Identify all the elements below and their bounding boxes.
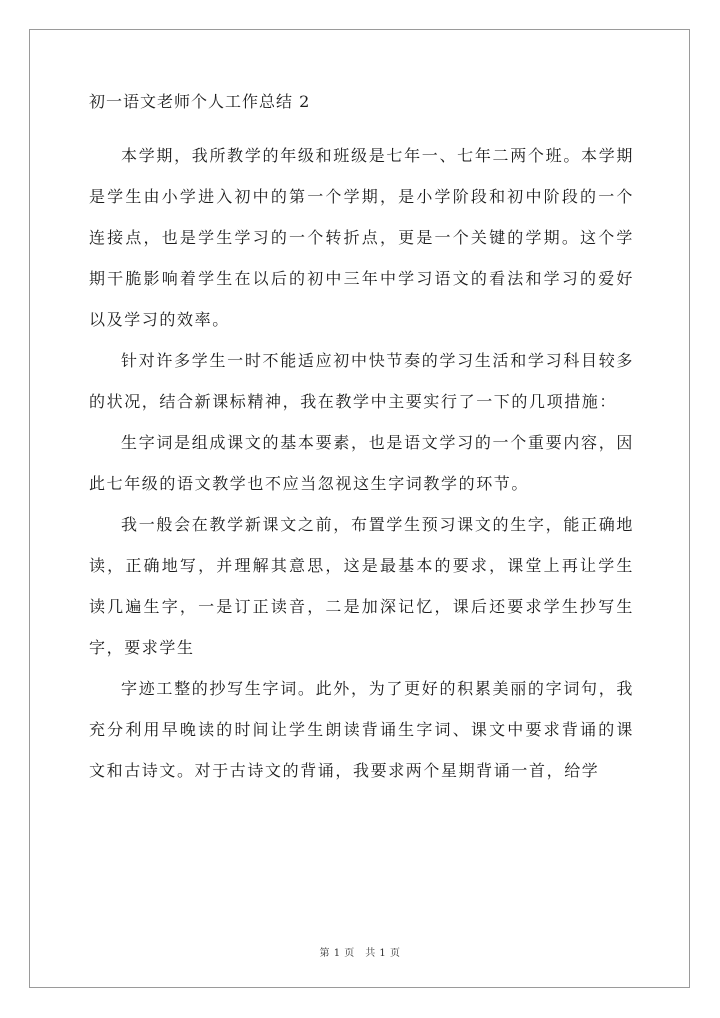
paragraph: 针对许多学生一时不能适应初中快节奏的学习生活和学习科目较多的状况，结合新课标精神，我在教学中主要实行了一下的几项措施： [89, 351, 634, 411]
paragraph: 我一般会在教学新课文之前，布置学生预习课文的生字，能正确地读，正确地写，并理解其意思，这是最基本的要求，课堂上再让学生读几遍生字，一是订正读音，二是加深记忆，课后还要求学生抄写生字，要求学生 [89, 515, 634, 657]
document-title: 初一语文老师个人工作总结 2 [89, 92, 311, 111]
page-footer: 第 1 页 共 1 页 [319, 948, 401, 959]
paragraph: 本学期，我所教学的年级和班级是七年一、七年二两个班。本学期是学生由小学进入初中的第一个学期，是小学阶段和初中阶段的一个连接点，也是学生学习的一个转折点，更是一个关键的学期。这个学期干脆影响着学生在以后的初中三年中学习语文的看法和学习的爱好以及学习的效率。 [89, 146, 634, 329]
document-body [89, 90, 634, 791]
paragraph: 字迹工整的抄写生字词。此外，为了更好的积累美丽的字词句，我充分利用早晚读的时间让学生朗读背诵生字词、课文中要求背诵的课文和古诗文。对于古诗文的背诵，我要求两个星期背诵一首，给学 [89, 679, 634, 780]
paragraph: 生字词是组成课文的基本要素，也是语文学习的一个重要内容，因此七年级的语文教学也不应当忽视这生字词教学的环节。 [89, 433, 634, 493]
